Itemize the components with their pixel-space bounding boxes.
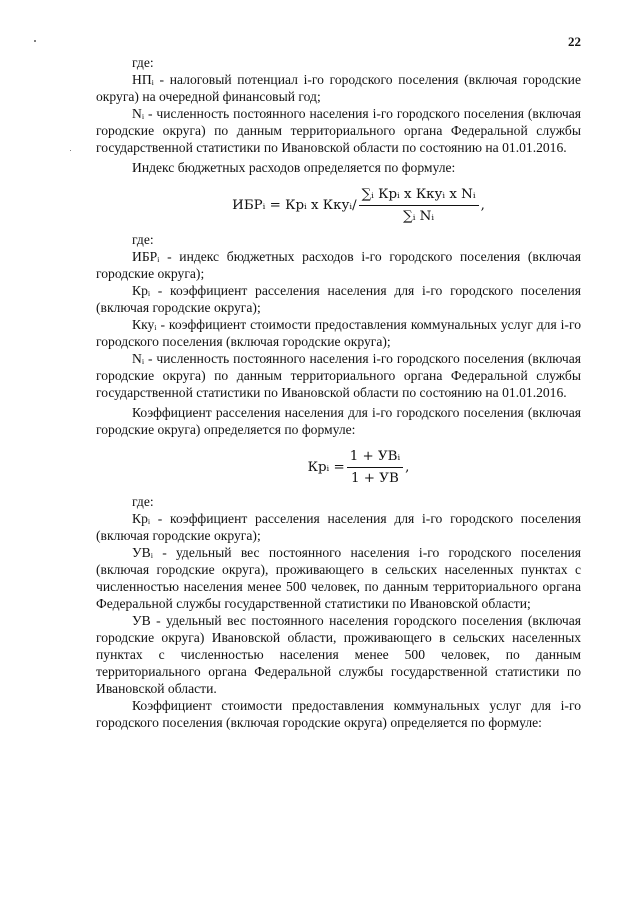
paragraph-where-3: где: <box>132 494 154 509</box>
formula-kr-numerator: 1 + УВᵢ <box>347 448 403 468</box>
paragraph-ibr-intro: Индекс бюджетных расходов определяется по формуле: <box>132 160 456 175</box>
formula-ibr-denominator: ∑ᵢ Nᵢ <box>403 209 435 224</box>
paragraph-kr-intro: Коэффициент расселения населения для i-го городского поселения (включая городские округа) определяется по формуле: <box>96 405 581 437</box>
formula-ibr-lhs: ИБРᵢ = Крᵢ x Ккуᵢ/ <box>232 198 357 213</box>
definition-uv: УВ - удельный вес постоянного населения городского поселения (включая городские округа) Ивановской области, проживающего в сельских населенных пунктах с численностью населения менее 500 человек, по данным территориального органа Федеральной службы государственной статистики по Ивановской области. <box>96 613 581 696</box>
page-number: 22 <box>568 34 581 49</box>
formula-kr <box>136 448 581 487</box>
formula-kr-tail: , <box>405 460 410 475</box>
definition-uv-i: УВᵢ - удельный вес постоянного населения i-го городского поселения (включая городские округа), проживающего в сельских населенных пунктах с численностью населения менее 500 человек, по данным территориального органа Федеральной службы государственной статистики по Ивановской области; <box>96 545 581 611</box>
formula-kr-fraction <box>347 448 403 487</box>
definition-n: Nᵢ - численность постоянного населения i-го городского поселения (включая городские округа) по данным территориального органа Федеральной службы государственной статистики по Ивановской области по состоянию на 01.01.2016. <box>96 106 581 155</box>
definition-ibr: ИБРᵢ - индекс бюджетных расходов i-го городского поселения (включая городские округа); <box>96 249 581 281</box>
formula-ibr-fraction <box>359 186 479 225</box>
formula-kr-lhs: Крᵢ = <box>307 460 345 475</box>
paragraph-kku-intro: Коэффициент стоимости предоставления коммунальных услуг для i-го городского поселения (включая городские округа) определяется по формуле: <box>96 698 581 730</box>
formula-ibr-numerator: ∑ᵢ Крᵢ x Ккуᵢ x Nᵢ <box>359 186 479 206</box>
scan-speck <box>34 40 36 42</box>
document-body <box>96 54 581 731</box>
paragraph-where-2: где: <box>132 232 154 247</box>
formula-ibr-tail: , <box>480 198 485 213</box>
formula-kr-denominator: 1 + УВ <box>351 471 399 486</box>
definition-n-2: Nᵢ - численность постоянного населения i-го городского поселения (включая городские округа) по данным территориального органа Федеральной службы государственной статистики по Ивановской области по состоянию на 01.01.2016. <box>96 351 581 400</box>
scan-speck <box>70 150 71 151</box>
definition-kr-2: Крᵢ - коэффициент расселения населения для i-го городского поселения (включая городские округа); <box>96 511 581 543</box>
definition-np: НПᵢ - налоговый потенциал i-го городского поселения (включая городские округа) на очередной финансовый год; <box>96 72 581 104</box>
formula-ibr <box>136 186 581 225</box>
paragraph-where-1: где: <box>132 55 154 70</box>
definition-kku: Ккуᵢ - коэффициент стоимости предоставления коммунальных услуг для i-го городского поселения (включая городские округа); <box>96 317 581 349</box>
definition-kr: Крᵢ - коэффициент расселения населения для i-го городского поселения (включая городские округа); <box>96 283 581 315</box>
